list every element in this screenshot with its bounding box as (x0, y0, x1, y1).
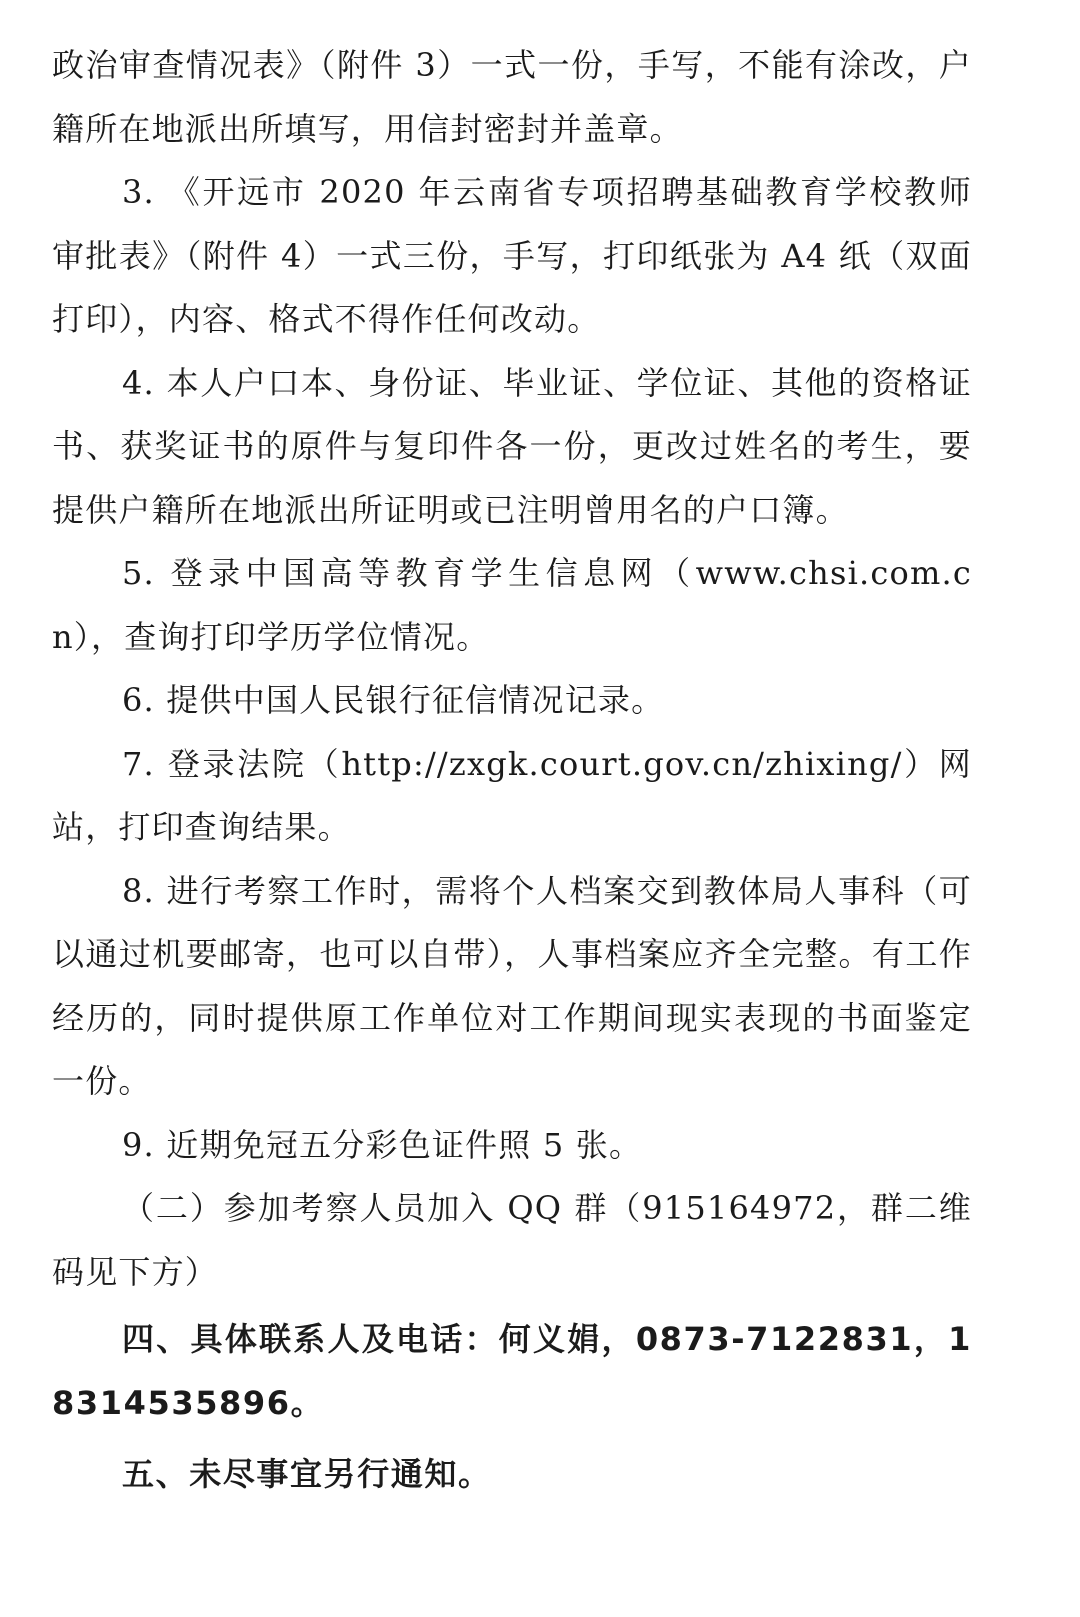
paragraph-item-7: 7. 登录法院（http://zxgk.court.gov.cn/zhixing/）网站，打印查询结果。 (52, 744, 972, 846)
section-heading-other-matters: 五、未尽事宜另行通知。 (122, 1455, 492, 1493)
section-heading-contact: 四、具体联系人及电话：何义娟，0873-7122831，18314535896。 (52, 1320, 972, 1422)
paragraph-item-3: 3. 《开远市 2020 年云南省专项招聘基础教育学校教师审批表》（附件 4）一式三份，手写，打印纸张为 A4 纸（双面打印），内容、格式不得作任何改动。 (52, 173, 972, 338)
paragraph-item-6: 6. 提供中国人民银行征信情况记录。 (122, 681, 665, 719)
paragraph-political-review: 政治审查情况表》（附件 3）一式一份，手写，不能有涂改，户籍所在地派出所填写，用信封密封并盖章。 (52, 46, 972, 148)
paragraph-item-4: 4. 本人户口本、身份证、毕业证、学位证、其他的资格证书、获奖证书的原件与复印件各一份，更改过姓名的考生，要提供户籍所在地派出所证明或已注明曾用名的户口簿。 (52, 363, 972, 529)
paragraph-item-5: 5. 登录中国高等教育学生信息网（www.chsi.com.cn），查询打印学历学位情况。 (52, 554, 972, 656)
paragraph-qq-group: （二）参加考察人员加入 QQ 群（915164972，群二维码见下方） (52, 1189, 972, 1291)
paragraph-item-8: 8. 进行考察工作时，需将个人档案交到教体局人事科（可以通过机要邮寄，也可以自带），人事档案应齐全完整。有工作经历的，同时提供原工作单位对工作期间现实表现的书面鉴定一份。 (52, 871, 972, 1100)
paragraph-item-9: 9. 近期免冠五分彩色证件照 5 张。 (122, 1125, 643, 1164)
document-body (52, 34, 972, 1507)
